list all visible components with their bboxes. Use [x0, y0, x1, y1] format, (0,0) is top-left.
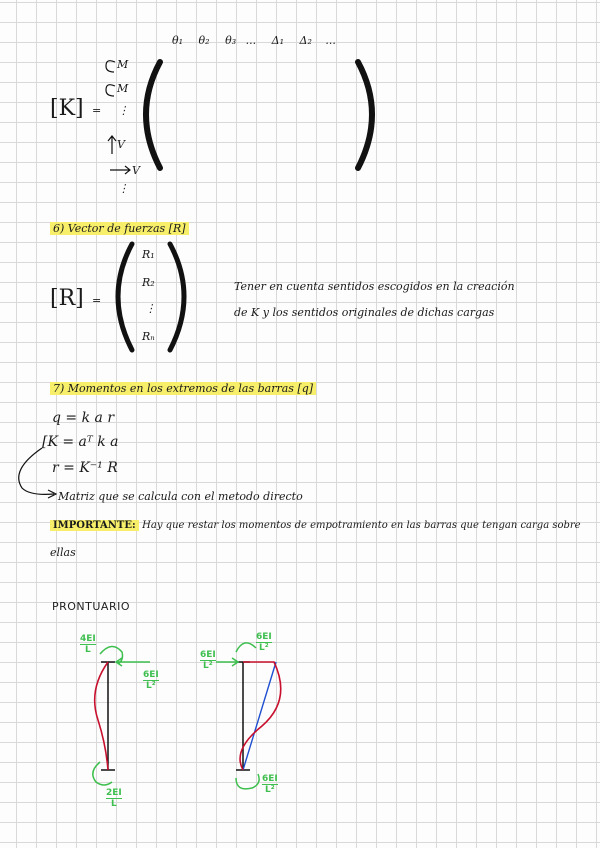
r-entry-n: Rₙ — [142, 330, 155, 343]
equation-r: r = K⁻¹ R — [52, 460, 118, 476]
col-header: Δ₂ — [299, 34, 312, 47]
section-6-heading: 6) Vector de fuerzas [R] — [50, 222, 189, 235]
fraction-denominator: L² — [143, 680, 159, 691]
right-left-shear-arrow-icon — [216, 658, 238, 666]
fraction-denominator: L² — [262, 784, 278, 795]
k-row-label-shear-2: V — [132, 164, 140, 177]
equation-k: [K = aᵀ k a — [42, 434, 119, 450]
fraction-denominator: L² — [256, 642, 272, 653]
fraction-denominator: L — [80, 644, 96, 655]
k-matrix-left-paren — [146, 62, 160, 168]
k-row-label-dots-1: ⋮ — [118, 104, 129, 117]
right-bottom-moment-arrow-icon — [236, 774, 259, 789]
fraction-numerator: 4EI — [80, 634, 96, 644]
section-7-heading: 7) Momentos en los extremos de las barras [q] — [50, 382, 316, 395]
r-entry-dots: ⋮ — [145, 302, 156, 315]
r-vector-equals: = — [92, 294, 102, 307]
k-matrix-lhs: [K] — [50, 96, 84, 121]
fraction-denominator: L² — [200, 660, 216, 671]
col-header: θ₁ — [172, 34, 184, 47]
col-header: ... — [325, 34, 336, 47]
left-bottom-moment-arrow-icon — [93, 762, 112, 785]
direct-method-note: Matriz que se calcula con el metodo directo — [58, 490, 303, 503]
important-text-continued: ellas — [50, 546, 76, 559]
left-side-shear-arrow-icon — [116, 658, 150, 666]
direct-method-arrow-icon — [19, 448, 54, 494]
k-matrix-equals: = — [92, 104, 102, 117]
shear-up-arrow-icon — [108, 136, 116, 154]
r-vector-lhs: [R] — [50, 286, 84, 311]
r-vector-right-paren — [170, 244, 184, 350]
fraction-denominator: L — [106, 798, 122, 809]
prontuario-heading: PRONTUARIO — [52, 600, 131, 613]
r-entry-1: R₁ — [142, 248, 155, 261]
right-deflected-shape — [240, 662, 281, 770]
k-row-label-moment-2: M — [117, 82, 129, 95]
moment-arrow-icon — [106, 61, 115, 72]
right-top-moment-arrow-icon — [236, 643, 256, 652]
col-header: ... — [245, 34, 257, 47]
fraction-numerator: 6EI — [143, 670, 159, 680]
col-header: θ₃ — [225, 34, 237, 47]
r-note-line-2: de K y los sentidos originales de dichas cargas — [234, 306, 495, 319]
shear-right-arrow-icon — [110, 166, 130, 174]
r-entry-2: R₂ — [142, 276, 155, 289]
k-matrix-right-paren — [358, 62, 372, 168]
moment-arrow-icon — [106, 85, 115, 96]
fraction-numerator: 6EI — [256, 632, 272, 642]
k-row-label-shear-1: V — [117, 138, 125, 151]
fraction-numerator: 6EI — [200, 650, 216, 660]
col-header: θ₂ — [198, 34, 210, 47]
fraction-numerator: 6EI — [262, 774, 278, 784]
equation-q: q = k a r — [52, 410, 115, 426]
fraction-numerator: 2EI — [106, 788, 122, 798]
r-note-line-1: Tener en cuenta sentidos escogidos en la creación — [234, 280, 515, 293]
col-header: Δ₁ — [271, 34, 284, 47]
important-label: IMPORTANTE: — [50, 520, 139, 531]
important-text: Hay que restar los momentos de empotramiento en las barras que tengan carga sobre — [142, 520, 581, 531]
k-row-label-dots-2: ⋮ — [118, 182, 129, 195]
left-deflected-shape — [95, 662, 108, 770]
k-row-label-moment-1: M — [117, 58, 129, 71]
r-vector-left-paren — [118, 244, 132, 350]
